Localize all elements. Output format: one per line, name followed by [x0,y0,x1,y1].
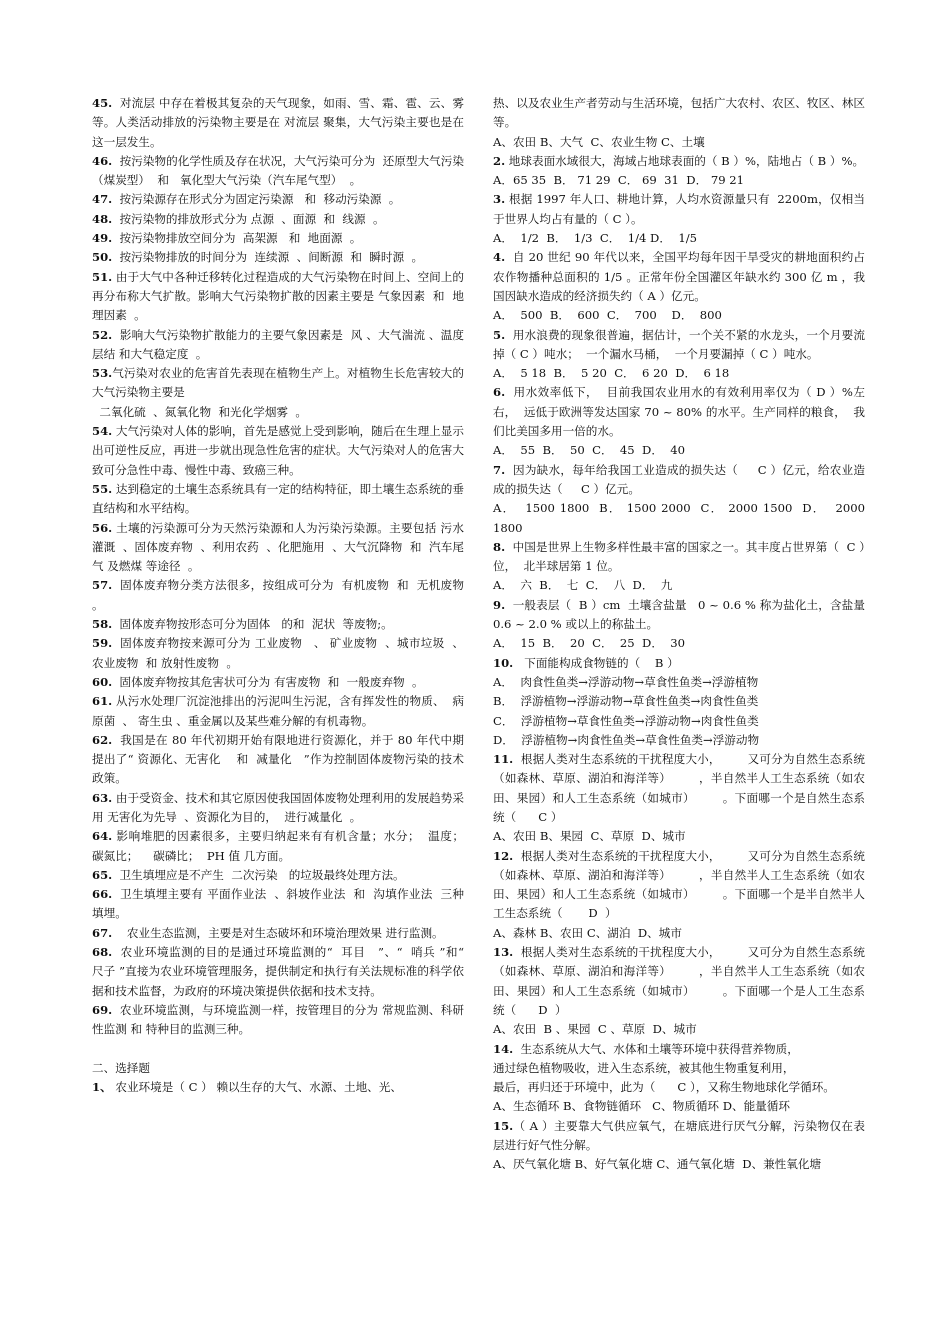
item-number: 6. [493,385,506,400]
item-number: 69. [92,1002,113,1017]
item-number: 47. [92,192,113,207]
item-text: A． 500 B． 600 C． 700 D． 800 [493,308,722,323]
paragraph [493,692,865,711]
item-number: 4. [493,250,506,265]
item-text: 按污染物排放空间分为 高架源 和 地面源 。 [112,231,362,246]
item-text: A． 1500 1800 B． 1500 2000 C． 2000 1500 D． 2000 1800 [493,501,869,535]
item-text: 大气污染对人体的影响，首先是感觉上受到影响，随后在生理上显示出可逆性反应，再进一步就出现急性危害的症状。大气污染对人的危害大致可分急性中毒、慢性中毒、致癌三种。 [92,424,464,477]
paragraph [493,847,865,924]
item-number: 45. [92,96,113,110]
item-number: 53. [92,366,113,381]
paragraph [493,171,865,190]
paragraph [493,326,865,365]
item-text: 对流层 中存在着极其复杂的天气现象，如雨、雪、霜、雹、云、雾等。人类活动排放的污染物主要是在 对流层 聚集，大气污染主要也是在这一层发生。 [92,96,464,149]
item-text: A． 1/2 B． 1/3 C． 1/4 D． 1/5 [493,231,697,246]
paragraph [493,248,865,306]
item-number: 7. [493,462,506,477]
paragraph [92,268,464,326]
paragraph [92,827,476,866]
item-text: 按污染源存在形式分为固定污染源 和 移动污染源 。 [112,192,401,207]
paragraph [92,210,464,229]
item-text: 固体废弃物分类方法很多，按组成可分为 有机废物 和 无机废物 。 [92,578,472,612]
item-text: A、生态循环 B、食物链循环 C、物质循环 D、能量循环 [493,1099,790,1114]
item-number: 9. [493,597,506,612]
item-number: 54. [92,424,113,439]
paragraph [92,1001,464,1040]
item-text: D． 浮游植物→肉食性鱼类→草食性鱼类→浮游动物 [493,732,760,747]
paragraph [493,924,865,943]
item-text: 固体废弃物按形态可分为固体 的和 泥状 等废物;。 [112,617,393,632]
paragraph [92,326,464,365]
item-number: 49. [92,231,113,246]
paragraph [92,519,464,577]
paragraph [92,422,464,480]
paragraph [92,576,472,615]
paragraph [493,133,865,152]
item-text: 根据 1997 年人口、耕地计算，人均水资源量只有 2200m，仅相当于世界人均占有量的（ C ）。 [493,192,865,226]
paragraph [493,94,865,133]
item-text: 按污染物排放的时间分为 连续源 、间断源 和 瞬时源 。 [112,250,424,265]
item-text: 根据人类对生态系统的干扰程度大小， 又可分为自然生态系统（如森林、草原、湖泊和海洋等） ，半自然半人工生态系统（如农田、果园）和人工生态系统（如城市） 。下面哪一个是半自然半人工生态系统（ D ） [493,848,865,921]
item-text: 下面能构成食物链的（ B ） [513,655,679,670]
right-column [493,94,869,1175]
item-number: 1、 [92,1079,112,1094]
item-text: A． 5 18 B． 5 20 C． 6 20 D． 6 18 [493,366,730,381]
item-text: A． 55 B． 50 C． 45 D． 40 [493,443,686,458]
item-text: A． 15 B． 20 C． 25 D． 30 [493,636,686,651]
paragraph [493,596,869,635]
paragraph [493,461,865,500]
item-number: 10. [493,655,514,670]
item-text: 我国是在 80 年代初期开始有限地进行资源化，并于 80 年代中期提出了“ 资源化、无害化 和 减量化 ”作为控制固体废物污染的技术政策。 [92,732,464,786]
item-number: 67. [92,925,113,940]
item-number: 68. [92,945,113,960]
item-number: 8. [493,539,506,554]
paragraph [92,943,472,1001]
item-number: 48. [92,211,113,226]
item-text: 达到稳定的土壤生态系统具有一定的结构特征，即土壤生态系统的垂直结构和水平结构。 [92,481,464,516]
paragraph [493,1117,865,1156]
item-number: 50. [92,250,113,265]
paragraph [493,712,865,731]
item-text: 固体废弃物按来源可分为 工业废物 、 矿业废物 、城市垃圾 、农业废物 和 放射性废物 。 [92,636,464,670]
item-text: 用水效率低下， 目前我国农业用水的有效利用率仅为（ D ）%左右， 远低于欧洲等发达国家 70 ~ 80% 的水平。生产同样的粮食， 我们比美国多用一倍的水。 [493,385,865,439]
paragraph [92,866,464,885]
item-text: A、农田 B 、果园 C 、草原 D、城市 [493,1022,697,1037]
item-text: 按污染物的排放形式分为 点源 、面源 和 线源 。 [112,211,385,226]
item-number: 63. [92,790,113,805]
item-text: A． 肉食性鱼类→浮游动物→草食性鱼类→浮游植物 [493,674,759,689]
item-number: 64. [92,829,113,844]
paragraph [493,364,865,383]
paragraph [493,190,865,229]
paragraph [493,499,869,538]
item-text: 土壤的污染源可分为天然污染源和人为污染污染源。主要包括 污水灌溉 、固体废弃物 、利用农药 、化肥施用 、大气沉降物 和 汽车尾气 及燃煤 等途径 。 [92,520,464,574]
item-number: 57. [92,578,113,593]
item-number: 65. [92,867,113,882]
paragraph [493,1097,865,1116]
paragraph [493,229,865,248]
item-text: 地球表面水域很大，海域占地球表面的（ B ）%，陆地占（ B ）%。 [505,153,865,168]
paragraph [92,615,464,634]
item-number: 46. [92,153,113,168]
item-text: 农业环境监测，与环境监测一样，按管理目的分为 常规监测、科研性监测 和 特种目的监测三种。 [92,1002,464,1037]
paragraph [493,1155,865,1174]
paragraph [92,789,464,828]
item-number: 61. [92,694,113,709]
item-text: A． 六 B． 七 C． 八 D． 九 [493,578,673,593]
paragraph [92,94,464,152]
item-number: 11. [493,752,514,767]
item-number: 2. [493,153,506,168]
item-text: 用水浪费的现象很普遍，据估计，一个关不紧的水龙头，一个月要流掉（ C ）吨水； 一个漏水马桶， 一个月要漏掉（ C ）吨水。 [493,327,865,361]
paragraph [493,731,865,750]
item-text: 根据人类对生态系统的干扰程度大小， 又可分为自然生态系统（如森林、草原、湖泊和海洋等） ，半自然半人工生态系统（如农田、果园）和人工生态系统（如城市） 。下面哪一个是人工生态系统（ D ） [493,945,865,1017]
item-text: 因为缺水，每年给我国工业造成的损失达（ C ）亿元，给农业造成的损失达（ C ）亿元。 [493,462,865,496]
paragraph [92,248,464,267]
paragraph [92,152,464,191]
item-text: 农业环境监测的目的是通过环境监测的“ 耳目 ”、“ 哨兵 ”和“ 尺子 ”直接为农业环境管理服务，提供制定和执行有关法规标准的科学依据和技术监督，为政府的环境决策提供依据和技术支持。 [92,945,472,998]
paragraph [92,190,464,209]
blank-line [92,1040,464,1059]
item-number: 13. [493,945,514,960]
item-number: 60. [92,674,113,689]
paragraph [493,654,865,673]
paragraph [92,673,464,692]
item-text: C． 浮游植物→草食性鱼类→浮游动物→肉食性鱼类 [493,713,759,728]
item-text: 从污水处理厂沉淀池排出的污泥叫生污泥，含有挥发性的物质、 病原菌 、 寄生虫 、重金属以及某些难分解的有机毒物。 [92,694,464,728]
item-text: 生态系统从大气、水体和土壤等环境中获得营养物质， 通过绿色植物吸收，进入生态系统，被其他生物重复利用， 最后，再归还于环境中，此为（ C ），又称生物地球化学循环。 [493,1041,835,1095]
item-text: 热、以及农业生产者劳动与生活环境，包括广大农村、农区、牧区、林区等。 [493,96,865,130]
paragraph [92,364,464,422]
item-number: 59. [92,636,113,651]
paragraph [493,152,865,171]
item-text: 固体废弃物按其危害状可分为 有害废物 和 一般废弃物 。 [112,674,424,689]
item-text: （ A ）主要靠大气供应氧气，在塘底进行厌气分解，污染物仅在表层进行好气性分解。 [493,1118,865,1153]
item-text: 中国是世界上生物多样性最丰富的国家之一。其丰度占世界第（ C ）位， 北半球居第 1 位。 [493,539,865,574]
left-column [92,94,476,1097]
item-number: 12. [493,848,514,863]
paragraph [92,480,464,519]
paragraph [493,634,865,653]
item-number: 52. [92,327,113,342]
item-text: 由于大气中各种迁移转化过程造成的大气污染物在时间上、空间上的再分布称大气扩散。影响大气污染物扩散的因素主要是 气象因素 和 地理因素 。 [92,269,464,323]
paragraph [92,229,464,248]
item-text: 农业环境是（ C ） 赖以生存的大气、水源、土地、光、 [111,1079,402,1094]
paragraph [92,634,464,673]
item-text: 由于受资金、技术和其它原因使我国固体废物处理利用的发展趋势采用 无害化为先导 、资源化为目的， 进行减量化 。 [92,790,464,824]
item-number: 58. [92,617,113,632]
paragraph [493,383,865,441]
item-text: 自 20 世纪 90 年代以来，全国平均每年因干旱受灾的耕地面积约占农作物播种总面积的 1/5 。正常年份全国灌区年缺水约 300 亿 m ，我国因缺水造成的经济损失约（ A ）亿元。 [493,250,865,303]
paragraph [92,1059,464,1078]
item-number: 15. [493,1118,514,1133]
paragraph [92,924,464,943]
item-number: 56. [92,520,113,535]
paragraph [493,1020,865,1039]
paragraph [493,538,865,577]
item-text: 卫生填埋主要有 平面作业法 、斜坡作业法 和 沟填作业法 三种填埋。 [92,887,464,921]
item-number: 5. [493,327,506,342]
paragraph [493,576,865,595]
item-text: B． 浮游植物→浮游动物→草食性鱼类→肉食性鱼类 [493,694,759,709]
item-number: 51. [92,269,113,284]
item-text: 二、选择题 [92,1060,150,1075]
item-number: 66. [92,887,113,902]
paragraph [92,731,464,789]
paragraph [493,827,865,846]
item-number: 14. [493,1041,514,1056]
item-number: 62. [92,732,113,747]
item-text: 根据人类对生态系统的干扰程度大小， 又可分为自然生态系统（如森林、草原、湖泊和海洋等） ，半自然半人工生态系统（如农田、果园）和人工生态系统（如城市） 。下面哪一个是自然生态系统（ C ） [493,752,865,824]
item-number: 3. [493,192,506,207]
item-text: 气污染对农业的危害首先表现在植物生产上。对植物生长危害较大的大气污染物主要是 二氧化硫 、氮氧化物 和光化学烟雾 。 [92,366,464,419]
item-text: 按污染物的化学性质及存在状况，大气污染可分为 还原型大气污染（煤炭型） 和 氧化型大气污染（汽车尾气型） 。 [92,153,464,188]
paragraph [493,943,865,1020]
paragraph [493,1040,865,1098]
item-text: A．65 35 B． 71 29 C． 69 31 D． 79 21 [493,173,745,188]
paragraph [92,1078,464,1097]
item-text: 农业生态监测，主要是对生态破坏和环境治理效果 进行监测。 [112,925,444,940]
item-text: A、农田 B、果园 C、草原 D、城市 [493,829,686,844]
item-text: 影响堆肥的因素很多，主要归纳起来有有机含量；水分； 温度； 碳氮比； 碳磷比； PH 值 几方面。 [92,829,476,863]
paragraph [493,306,865,325]
item-text: A、农田 B、大气 C、农业生物 C、土壤 [493,134,705,149]
item-text: 卫生填埋应是不产生 二次污染 的垃圾最终处理方法。 [112,867,405,882]
paragraph [493,750,865,827]
paragraph [92,692,464,731]
item-text: 影响大气污染物扩散能力的主要气象因素是 风 、大气湍流 、温度层结 和大气稳定度 。 [92,327,464,361]
item-text: A、厌气氧化塘 B、好气氧化塘 C、通气氧化塘 D、兼性氧化塘 [493,1157,822,1172]
paragraph [493,441,865,460]
item-text: A、森林 B、农田 C、湖泊 D、城市 [493,925,682,940]
paragraph [92,885,464,924]
item-number: 55. [92,481,113,496]
item-text: 一般表层（ B ）cm 土壤含盐量 0 ~ 0.6 % 称为盐化土，含盐量 0.6 ~ 2.0 % 或以上的称盐土。 [493,597,869,632]
paragraph [493,673,865,692]
